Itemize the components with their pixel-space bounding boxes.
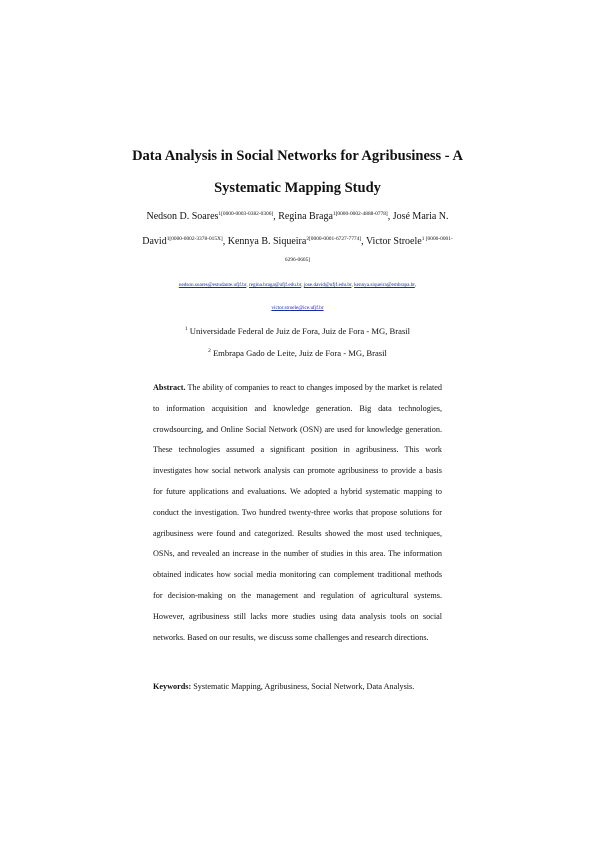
abstract-text: The ability of companies to react to changes imposed by the market is related to information acquisition and knowledge generation. Big data technologies, crowdsourcing, and Online Social Network (OSN) are used for knowledge generation. These technologies assumed a significant position in agribusiness. This work investigates how social network analysis can promote agribusiness to provide a basis for future applications and evaluations. We adopted a hybrid systematic mapping to conduct the investigation. Two hundred twenty-three works that propose solutions for agribusiness were found and categorized. Results showed the most used techniques, OSNs, and revealed an increase in the number of studies in this area. The information obtained indicates how social media monitoring can complement traditional methods for decision-making on the management and regulation of agricultural systems. However, agribusiness still lacks more studies using data analysis tools on social networks. Based on our results, we discuss some challenges and research directions. — [153, 383, 442, 642]
author-name: Kennya B. Siqueira — [227, 236, 307, 247]
authors-line-1 — [60, 211, 535, 222]
author-separator: , — [361, 236, 366, 247]
affiliation-text: Universidade Federal de Juiz de Fora, Juiz de Fora - MG, Brasil — [189, 326, 411, 336]
abstract — [153, 378, 442, 648]
author-name: Victor Stroele — [365, 236, 422, 247]
paper-title-line-1: Data Analysis in Social Networks for Agribusiness - A — [132, 148, 463, 164]
keywords-text: Systematic Mapping, Agribusiness, Social Network, Data Analysis. — [193, 682, 415, 691]
author-orcid: 2[0000-0001-6727-7774] — [306, 236, 362, 242]
authors-line-3 — [60, 257, 535, 263]
author-name: David — [142, 236, 167, 247]
paper-title-line-2: Systematic Mapping Study — [214, 180, 381, 196]
email-link[interactable]: nedson.soares@estudante.ufjf.br — [178, 282, 247, 288]
affiliation-text: Embrapa Gado de Leite, Juiz de Fora - MG, Brasil — [212, 348, 387, 358]
email-link[interactable]: regina.braga@ufjf.edu.br — [248, 282, 302, 288]
keywords-label: Keywords: — [153, 682, 192, 691]
email-link[interactable]: victor.stroele@ice.ufjf.br — [271, 305, 324, 311]
abstract-label: Abstract. — [153, 383, 186, 392]
affiliation-number: 2 — [208, 348, 211, 354]
author-emails-line-1 — [60, 282, 535, 288]
author-emails-line-2 — [60, 305, 535, 311]
author-orcid: 1[0000-0002-3378-015X] — [166, 236, 223, 242]
author-name: José Maria N. — [392, 211, 449, 222]
email-separator: , — [301, 282, 304, 288]
email-separator: , — [414, 282, 417, 288]
author-separator: , — [273, 211, 279, 222]
email-link[interactable]: jose.david@ufjf.edu.br — [303, 282, 352, 288]
keywords — [153, 682, 453, 691]
author-separator: , — [222, 236, 228, 247]
authors-line-2 — [60, 236, 535, 247]
affiliation-2 — [60, 348, 535, 358]
affiliation-1 — [60, 326, 535, 336]
author-orcid: 1[0000-0003-0382-0306] — [218, 211, 274, 217]
email-link[interactable]: kennya.siqueira@embrapa.br — [354, 282, 415, 288]
author-orcid: 1[0000-0002-4888-0778] — [332, 211, 388, 217]
affiliation-number: 1 — [184, 326, 188, 332]
email-separator: , — [351, 282, 355, 288]
author-orcid: 1 [0000-0001- — [421, 236, 453, 242]
author-orcid: 6296-0605] — [284, 257, 311, 263]
email-separator: , — [246, 282, 249, 288]
author-name: Regina Braga — [278, 211, 333, 222]
author-separator: , — [387, 211, 393, 222]
author-name: Nedson D. Soares — [146, 211, 219, 222]
